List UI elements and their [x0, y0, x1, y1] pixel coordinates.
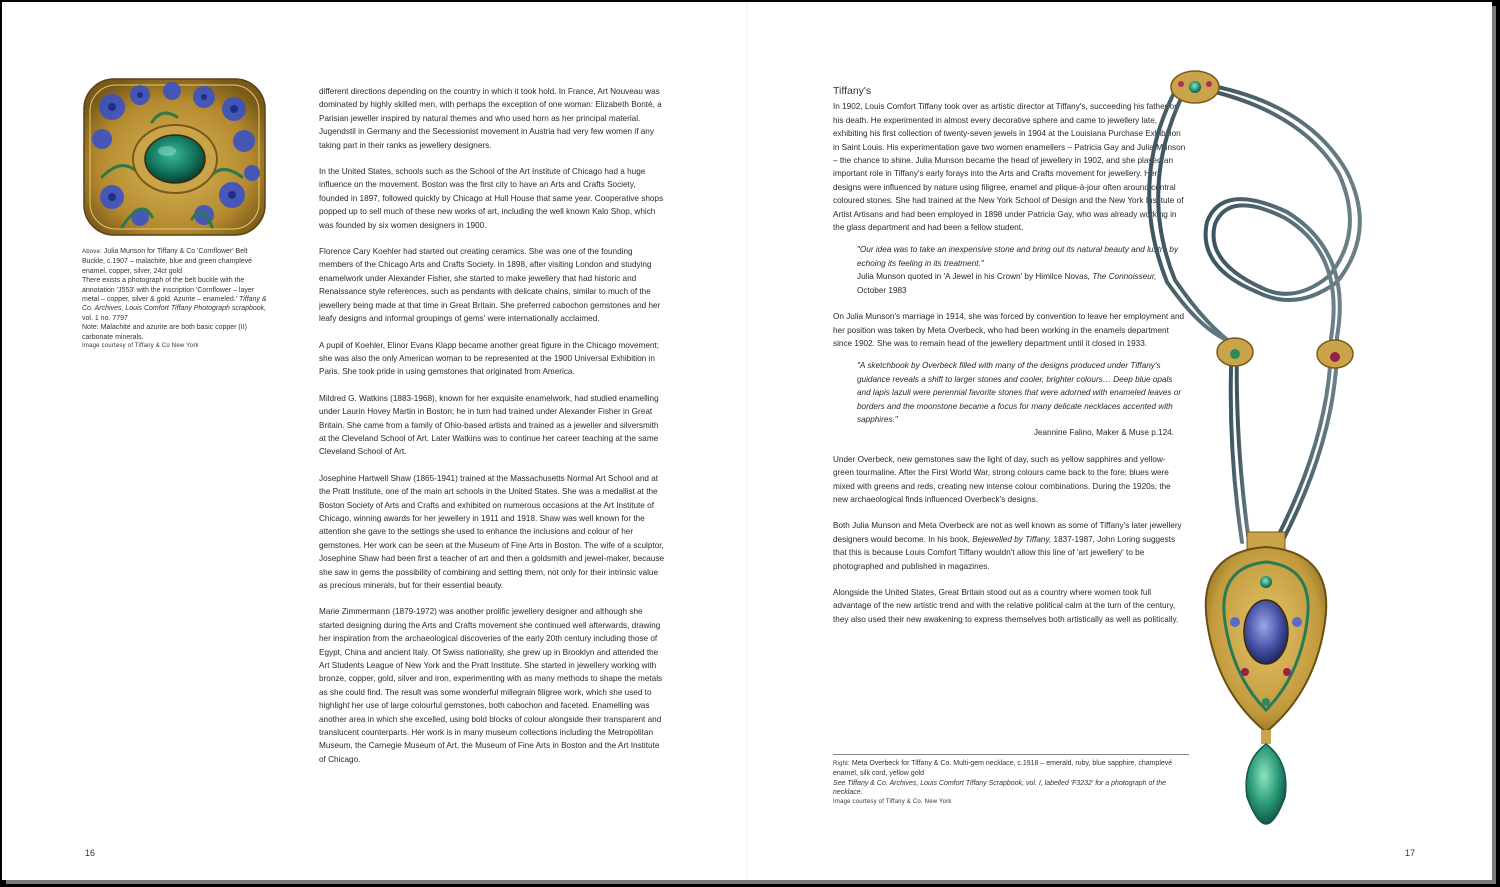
caption-text: Meta Overbeck for Tiffany & Co. Multi-gem necklace, c.1918 – emerald, ruby, blue sapphire, champlevé enamel, silk cord, yellow gold: [833, 760, 1173, 778]
paragraph: Florence Cary Koehler had started out creating ceramics. She was one of the founding members of the Chicago Arts and Crafts Society. In 1898, after visiting London and studying enamelwork under Alexander Fisher, she started to make jewellery that had historic and Renaissance style references, such as pendants with delicate chains, similar to much of the jewellery being made at that time in Great Britain. She preferred cabochon gemstones and her leafy designs and informal groupings of gems' were internationally acclaimed.: [319, 247, 661, 324]
book-spread: [2, 2, 1492, 880]
paragraph: Mildred G. Watkins (1883-1968), known for her exquisite enamelwork, had studied enamelling under Laurin Hovey Martin in Boston; he in turn had trained under Alexander Fisher in Great Britain. She came from a family of Ohio-based artists and trained as a jeweller and silversmith at the Cleveland School of Art. Later Watkins was to continue her career teaching at the same Cleveland School of Art.: [319, 393, 659, 457]
attribution-text: Julia Munson quoted in 'A Jewel in his Crown' by Himilce Novas,: [857, 272, 1090, 282]
caption-text: vol. 1 no. 7797: [82, 314, 128, 322]
page-number-left: 16: [85, 848, 96, 858]
paragraph: different directions depending on the country in which it took hold. In France, Art Nouveau was dominated by highly skilled men, with perhaps the exception of one woman: Elizabeth Bonté, a Parisian jeweller inspired by natural themes and who used horn as her principal material. Jugendstil in Germany and the Secessionist movement in Austria had very few women if any taking part in their ranks as jewellery designers.: [319, 87, 662, 150]
buckle-image-credit: Image courtesy of Tiffany & Co New York: [82, 343, 199, 350]
quote-attribution: Jeannine Falino, Maker & Muse p.124.: [1033, 428, 1174, 438]
paragraph: Marie Zimmermann (1879-1972) was another prolific jewellery designer and although she started designing during the Arts and Crafts movement she continued well afterwards, drawing her inspiration from the archaeological discoveries of the early 20th century including those of Egypt, China and ancient Italy. Of Swiss nationality, she grew up in Brooklyn and attended the Art Students League of New York and the Pratt Institute. She started in jewellery working with bronze, copper, gold, silver and iron, experimenting with as many methods to shape the metals as she could find. The result was some wonderful millegrain filigree work, which she used to highlight her use of large colourful gemstones, both cabochon and faceted. Enamelling was another area in which she excelled, using bold blocks of colour alongside their transparent and translucent counterparts. Her work is in many museum collections including the Metropolitan Museum, the Carnegie Museum of Art, the Museum of Fine Arts in Boston and the Art Institute of Chicago.: [319, 607, 663, 764]
paragraph: In 1902, Louis Comfort Tiffany took over as artistic director at Tiffany's, succeeding his father on his death. He experimented in almost every decorative sphere and came to jewellery late, exhibiting his first collection of twenty-seven jewels in 1904 at the Louisiana Purchase Exhibition in Saint Louis. His experimentation gave two women enamellers – Patricia Gay and Julia Munson – the chance to shine. Julia Munson became the head of jewellery in 1902, and she played an important role in Tiffany's early forays into the Arts and Crafts movement for jewellery. Her designs were influenced by nature using filigree, enamel and plique-à-jour often around central coloured stones. She had trained at the New York School of Design and the New York Institute of Artist Artisans and had been employed in 1898 under Patricia Gay, who was already working in the glass department and had been a fellow student.: [833, 102, 1186, 233]
paragraph: Under Overbeck, new gemstones saw the light of day, such as yellow sapphires and yellow-green tourmaline. After the First World War, strong colours came back to the fore; blues were mixed with greens and reds, creating new intense colour combinations. During the 1920s, the new archaeological finds influenced Overbeck's designs.: [833, 454, 1171, 504]
buckle-caption: [82, 247, 267, 351]
paragraph-text: Both Julia Munson and Meta Overbeck are not as well known as some of Tiffany's later jewellery designers would become. In his book,: [833, 521, 1182, 544]
caption-text: Julia Munson for Tiffany & Co 'Cornflower' Belt Buckle, c.1907 – malachite, blue and green champlevé enamel, copper, silver, 24ct gold: [82, 248, 253, 275]
belt-buckle-image: [82, 77, 267, 237]
necklace-image: [1107, 62, 1397, 832]
caption-label: Right:: [833, 761, 850, 767]
necklace-caption-line2: See Tiffany & Co. Archives, Louis Comfort Tiffany Scrapbook, vol. I, labelled 'F3232' for a photograph of the necklace.: [833, 779, 1167, 797]
caption-source: Tiffany & Co. Archives, Louis Comfort Tiffany Photograph scrapbook,: [82, 296, 267, 313]
quote-text: "Our idea was to take an inexpensive stone and bring out its natural beauty and lustre by echoing its feeling in its treatment.": [857, 245, 1179, 268]
book-title: Bejewelled by Tiffany,: [972, 534, 1052, 544]
left-page: [2, 2, 747, 880]
page-number-right: 17: [1405, 848, 1416, 858]
paragraph: Josephine Hartwell Shaw (1865-1941) trained at the Massachusetts Normal Art School and at the Pratt Institute, one of the main art schools in the United States. She was a medallist at the Boston Society of Arts and Crafts and exhibited on numerous occasions at the Art Institute of Chicago, winning awards for her jewellery in 1911 and 1918. Shaw was well known for the attention she gave to the settings she used to enhance the inclusions and colour of her gemstones. Her work can be seen at the Museum of Fine Arts in Boston. The wife of a sculptor, Josephine Shaw had been first a teacher of art and then a goldsmith and jewel-maker, because she saw in gems the possibility of combining and setting them, not only for their intrinsic value as precious minerals, but for their essential beauty.: [319, 473, 664, 590]
attribution-date: October 1983: [857, 285, 907, 295]
caption-label: Above:: [82, 249, 102, 255]
necklace-illustration: [1107, 62, 1397, 832]
paragraph: A pupil of Koehler, Elinor Evans Klapp became another great figure in the Chicago movement; she was also the only American woman to be represented at the 1900 Universal Exhibition in Paris. She took pride in using gemstones that originated from America.: [319, 340, 659, 377]
paragraph: On Julia Munson's marriage in 1914, she was forced by convention to leave her employment and her position was taken by Meta Overbeck, who had been working in the enamels department since 1902. She was to remain head of the jewellery department until it closed in 1933.: [833, 312, 1185, 348]
paragraph: Alongside the United States, Great Britain stood out as a country where women took full advantage of the new artistic trend and with the relative political calm at the turn of the century, they also used their new awakening to express themselves both artistically as well as politically.: [833, 588, 1179, 624]
necklace-image-credit: Image courtesy of Tiffany & Co. New York: [833, 798, 952, 805]
section-heading: Tiffany's: [833, 85, 872, 97]
attribution-source: The Connoisseur,: [1092, 272, 1157, 282]
paragraph: In the United States, schools such as the School of the Art Institute of Chicago had a huge influence on the movement. Boston was the first city to have an Arts and Crafts Society, founded in 1897, followed quickly by Chicago at Hull House that same year. Cooperative shops popped up to sell much of these new works of art, including the well known Kalo Shop, which was founded by six women designers in 1900.: [319, 167, 664, 230]
left-body-text: [319, 85, 667, 779]
buckle-caption-line2: [82, 276, 267, 323]
buckle-caption-line3: Note: Malachite and azurite are both basic copper (II) carbonate minerals.: [82, 324, 247, 341]
caption-text: There exists a photograph of the belt buckle with the annotation 'J553' with the inscription 'Cornflower – layer metal – copper, silver & gold. Azurite – enameled.': [82, 277, 255, 304]
buckle-caption-line1: [82, 247, 267, 276]
belt-buckle-illustration: [82, 77, 267, 237]
quote-text: "A sketchbook by Overbeck filled with many of the designs produced under Tiffany's guidance reveals a shift to larger stones and cooler, brighter colours… Deep blue opals and lapis lazuli were perennial favorite stones that were adorned with enameled leaves or borders and the moonstone became a focus for many delicate necklaces accented with sapphires.": [857, 361, 1182, 424]
paragraph-text: 1837-1987, John Loring suggests that this is because Louis Comfort Tiffany wouldn't allow this line of 'art jewellery' to be photographed and published in magazines.: [833, 534, 1176, 571]
